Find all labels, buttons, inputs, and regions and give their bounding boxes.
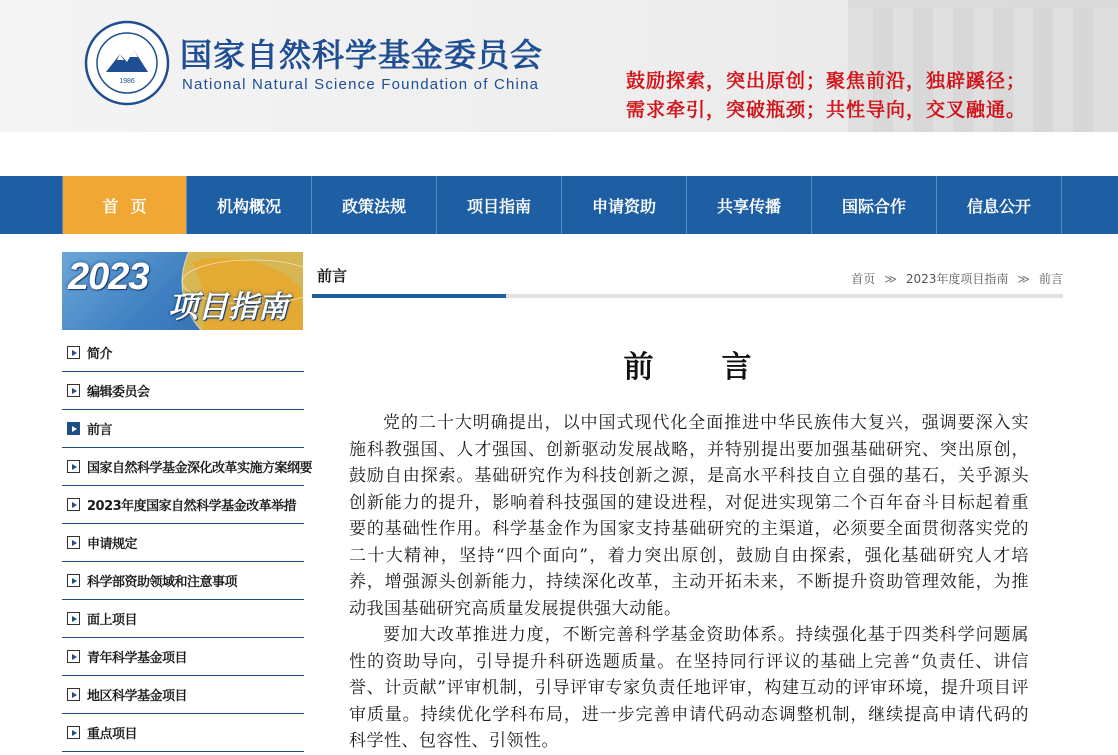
sidebar-item-label: 编辑委员会 bbox=[87, 385, 150, 400]
nav-item-about[interactable]: 机构概况 bbox=[187, 176, 312, 234]
sidebar-item-editorial-board[interactable] bbox=[62, 372, 304, 410]
sidebar-item-label: 简介 bbox=[87, 347, 113, 362]
sidebar-item-label: 科学部资助领域和注意事项 bbox=[87, 575, 238, 590]
breadcrumb-home[interactable]: 首页 bbox=[851, 272, 876, 286]
breadcrumb-current[interactable]: 前言 bbox=[1038, 272, 1063, 286]
breadcrumb-separator-icon: ≫ bbox=[1017, 271, 1030, 286]
sidebar-item-label: 2023年度国家自然科学基金改革举措 bbox=[87, 499, 297, 514]
slogan-line-2: 需求牵引，突破瓶颈；共性导向，交叉融通。 bbox=[626, 99, 1027, 121]
sidebar-item-funding-areas[interactable] bbox=[62, 562, 304, 600]
main-navigation bbox=[0, 176, 1118, 234]
org-name-english: National Natural Science Foundation of China bbox=[182, 76, 540, 93]
sidebar-item-regional-fund[interactable] bbox=[62, 676, 304, 714]
section-title: 前言 bbox=[317, 267, 348, 285]
sidebar-item-label: 面上项目 bbox=[87, 613, 138, 628]
nav-item-disclosure[interactable]: 信息公开 bbox=[937, 176, 1062, 234]
arrow-right-icon bbox=[67, 346, 80, 359]
sidebar-item-label: 地区科学基金项目 bbox=[87, 689, 188, 704]
sidebar-item-label: 青年科学基金项目 bbox=[87, 651, 188, 666]
nsfc-logo-icon[interactable] bbox=[84, 20, 170, 106]
breadcrumb-guide[interactable]: 2023年度项目指南 bbox=[905, 272, 1009, 286]
banner-title: 项目指南 bbox=[168, 290, 288, 325]
header-divider-accent bbox=[312, 294, 506, 298]
arrow-right-icon bbox=[67, 574, 80, 587]
arrow-right-icon bbox=[67, 384, 80, 397]
article-paragraph: 要加大改革推进力度，不断完善科学基金资助体系。持续强化基于四类科学问题属性的资助导向，引导提升科研选题质量。在坚持同行评议的基础上完善“负责任、讲信誉、计贡献”评审机制，引导评审专家负责任地评审，构建互动的评审环境，提升项目评审质量。持续优化学科布局，进一步完善申请代码动态调整机制，继续提高申请代码的科学性、包容性、引领性。 bbox=[349, 625, 1029, 751]
article-body bbox=[349, 410, 1029, 755]
sidebar-item-label: 前言 bbox=[87, 423, 113, 438]
article-title: 前言 bbox=[623, 350, 820, 385]
article-paragraph: 党的二十大明确提出，以中国式现代化全面推进中华民族伟大复兴，强调要深入实施科教强国、人才强国、创新驱动发展战略，并特别提出要加强基础研究、突出原创，鼓励自由探索。基础研究作为科技创新之源，是高水平科技自立自强的基石，关乎源头创新能力的提升，影响着科技强国的建设进程，对促进实现第二个百年奋斗目标起着重要的基础性作用。科学基金作为国家支持基础研究的主渠道，必须要全面贯彻落实党的二十大精神，坚持“四个面向”，着力突出原创，鼓励自由探索，强化基础研究人才培养，增强源头创新能力，持续深化改革，主动开拓未来，不断提升资助管理效能，为推动我国基础研究高质量发展提供强大动能。 bbox=[349, 413, 1029, 619]
breadcrumb-separator-icon: ≫ bbox=[884, 271, 897, 286]
sidebar-item-preface[interactable] bbox=[62, 410, 304, 448]
nav-item-home[interactable]: 首页 bbox=[62, 176, 187, 234]
arrow-right-icon bbox=[67, 650, 80, 663]
sidebar-item-young-scientists[interactable] bbox=[62, 638, 304, 676]
arrow-right-icon bbox=[67, 536, 80, 549]
sidebar-item-application-rules[interactable] bbox=[62, 524, 304, 562]
org-name-chinese[interactable]: 国家自然科学基金委员会 bbox=[180, 36, 544, 74]
nav-item-policies[interactable]: 政策法规 bbox=[312, 176, 437, 234]
site-header bbox=[0, 0, 1118, 132]
arrow-right-icon bbox=[67, 422, 80, 435]
sidebar-item-intro[interactable] bbox=[62, 334, 304, 372]
sidebar-item-label: 申请规定 bbox=[87, 537, 138, 552]
sidebar-item-key-program[interactable] bbox=[62, 714, 304, 752]
arrow-right-icon bbox=[67, 726, 80, 739]
sidebar-item-label: 国家自然科学基金深化改革实施方案纲要 bbox=[87, 461, 313, 476]
banner-year: 2023 bbox=[68, 256, 149, 298]
content-header bbox=[312, 252, 1063, 298]
sidebar-item-label: 重点项目 bbox=[87, 727, 138, 742]
nav-item-international[interactable]: 国际合作 bbox=[812, 176, 937, 234]
sidebar-item-reform-measures[interactable] bbox=[62, 486, 304, 524]
arrow-right-icon bbox=[67, 612, 80, 625]
slogan-line-1: 鼓励探索，突出原创；聚焦前沿，独辟蹊径； bbox=[626, 70, 1027, 92]
sidebar-item-reform-outline[interactable] bbox=[62, 448, 313, 486]
arrow-right-icon bbox=[67, 460, 80, 473]
arrow-right-icon bbox=[67, 688, 80, 701]
nav-item-guide[interactable]: 项目指南 bbox=[437, 176, 562, 234]
breadcrumb bbox=[851, 270, 1063, 287]
sidebar-item-general-program[interactable] bbox=[62, 600, 304, 638]
sidebar-menu bbox=[62, 334, 313, 752]
arrow-right-icon bbox=[67, 498, 80, 511]
nav-item-sharing[interactable]: 共享传播 bbox=[687, 176, 812, 234]
nav-item-apply[interactable]: 申请资助 bbox=[562, 176, 687, 234]
logo-year: 1986 bbox=[119, 78, 135, 85]
guide-banner[interactable] bbox=[62, 252, 303, 330]
